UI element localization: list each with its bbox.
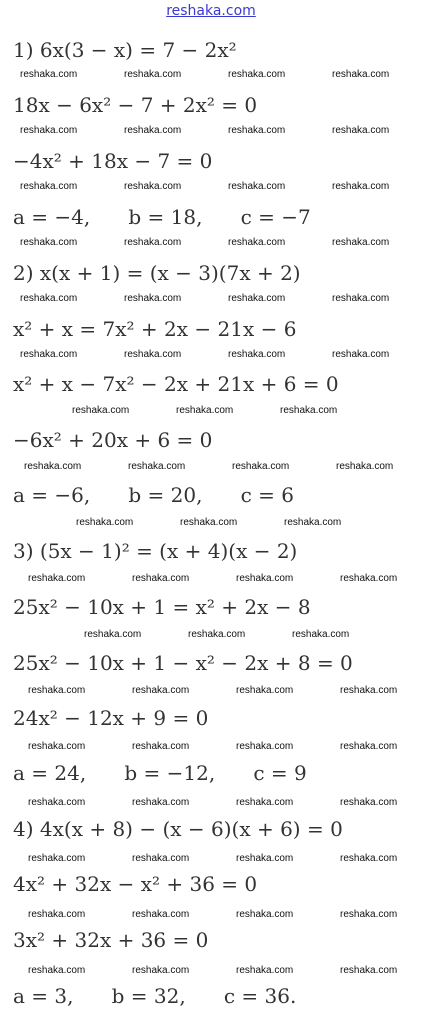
watermark: reshaka.com <box>340 797 398 808</box>
watermark: reshaka.com <box>228 181 286 192</box>
equation-line: x² + x = 7x² + 2x − 21x − 6 <box>13 317 297 341</box>
watermark: reshaka.com <box>332 181 390 192</box>
equation-line: 4) 4x(x + 8) − (x − 6)(x + 6) = 0 <box>13 817 343 841</box>
watermark: reshaka.com <box>20 349 78 360</box>
watermark: reshaka.com <box>132 741 190 752</box>
watermark: reshaka.com <box>28 741 86 752</box>
equation-line: 25x² − 10x + 1 − x² − 2x + 8 = 0 <box>13 651 353 675</box>
watermark: reshaka.com <box>20 69 78 80</box>
watermark: reshaka.com <box>132 965 190 976</box>
watermark: reshaka.com <box>124 125 182 136</box>
watermark: reshaka.com <box>332 69 390 80</box>
watermark: reshaka.com <box>24 461 82 472</box>
site-link[interactable]: reshaka.com <box>166 3 256 19</box>
equation-line: 2) x(x + 1) = (x − 3)(7x + 2) <box>13 261 301 285</box>
watermark: reshaka.com <box>132 573 190 584</box>
coefficients-line: a = −6, b = 20, c = 6 <box>13 483 295 507</box>
equation-line: x² + x − 7x² − 2x + 21x + 6 = 0 <box>13 372 339 396</box>
watermark: reshaka.com <box>76 517 134 528</box>
watermark: reshaka.com <box>28 573 86 584</box>
watermark: reshaka.com <box>28 797 86 808</box>
coefficients-line: a = 3, b = 32, c = 36. <box>13 984 297 1008</box>
watermark: reshaka.com <box>332 237 390 248</box>
watermark: reshaka.com <box>228 237 286 248</box>
coefficients-line: a = −4, b = 18, c = −7 <box>13 205 311 229</box>
equation-line: 1) 6x(3 − x) = 7 − 2x² <box>13 38 237 62</box>
equation-line: 24x² − 12x + 9 = 0 <box>13 706 209 730</box>
watermark: reshaka.com <box>188 629 246 640</box>
watermark: reshaka.com <box>28 853 86 864</box>
watermark: reshaka.com <box>236 741 294 752</box>
watermark: reshaka.com <box>124 237 182 248</box>
watermark: reshaka.com <box>332 293 390 304</box>
watermark: reshaka.com <box>124 293 182 304</box>
watermark: reshaka.com <box>292 629 350 640</box>
watermark: reshaka.com <box>284 517 342 528</box>
watermark: reshaka.com <box>28 909 86 920</box>
watermark: reshaka.com <box>232 461 290 472</box>
equation-line: −4x² + 18x − 7 = 0 <box>13 149 213 173</box>
coefficients-line: a = 24, b = −12, c = 9 <box>13 761 307 785</box>
watermark: reshaka.com <box>132 685 190 696</box>
watermark: reshaka.com <box>176 405 234 416</box>
watermark: reshaka.com <box>124 181 182 192</box>
equation-line: 25x² − 10x + 1 = x² + 2x − 8 <box>13 595 311 619</box>
watermark: reshaka.com <box>340 573 398 584</box>
watermark: reshaka.com <box>236 909 294 920</box>
watermark: reshaka.com <box>124 69 182 80</box>
watermark: reshaka.com <box>20 181 78 192</box>
watermark: reshaka.com <box>340 909 398 920</box>
equation-line: −6x² + 20x + 6 = 0 <box>13 428 213 452</box>
watermark: reshaka.com <box>340 965 398 976</box>
watermark: reshaka.com <box>236 965 294 976</box>
equation-line: 4x² + 32x − x² + 36 = 0 <box>13 872 258 896</box>
watermark: reshaka.com <box>336 461 394 472</box>
watermark: reshaka.com <box>228 349 286 360</box>
watermark: reshaka.com <box>340 853 398 864</box>
watermark: reshaka.com <box>236 797 294 808</box>
watermark: reshaka.com <box>28 685 86 696</box>
watermark: reshaka.com <box>20 237 78 248</box>
watermark: reshaka.com <box>20 125 78 136</box>
watermark: reshaka.com <box>280 405 338 416</box>
watermark: reshaka.com <box>228 125 286 136</box>
watermark: reshaka.com <box>132 909 190 920</box>
watermark: reshaka.com <box>332 125 390 136</box>
watermark: reshaka.com <box>180 517 238 528</box>
watermark: reshaka.com <box>332 349 390 360</box>
watermark: reshaka.com <box>132 797 190 808</box>
watermark: reshaka.com <box>124 349 182 360</box>
watermark: reshaka.com <box>340 741 398 752</box>
watermark: reshaka.com <box>228 69 286 80</box>
watermark: reshaka.com <box>84 629 142 640</box>
watermark: reshaka.com <box>340 685 398 696</box>
equation-line: 3) (5x − 1)² = (x + 4)(x − 2) <box>13 539 298 563</box>
watermark: reshaka.com <box>72 405 130 416</box>
watermark: reshaka.com <box>28 965 86 976</box>
watermark: reshaka.com <box>20 293 78 304</box>
watermark: reshaka.com <box>228 293 286 304</box>
watermark: reshaka.com <box>236 573 294 584</box>
watermark: reshaka.com <box>132 853 190 864</box>
equation-line: 18x − 6x² − 7 + 2x² = 0 <box>13 93 258 117</box>
watermark: reshaka.com <box>236 853 294 864</box>
watermark: reshaka.com <box>128 461 186 472</box>
watermark: reshaka.com <box>236 685 294 696</box>
equation-line: 3x² + 32x + 36 = 0 <box>13 928 209 952</box>
